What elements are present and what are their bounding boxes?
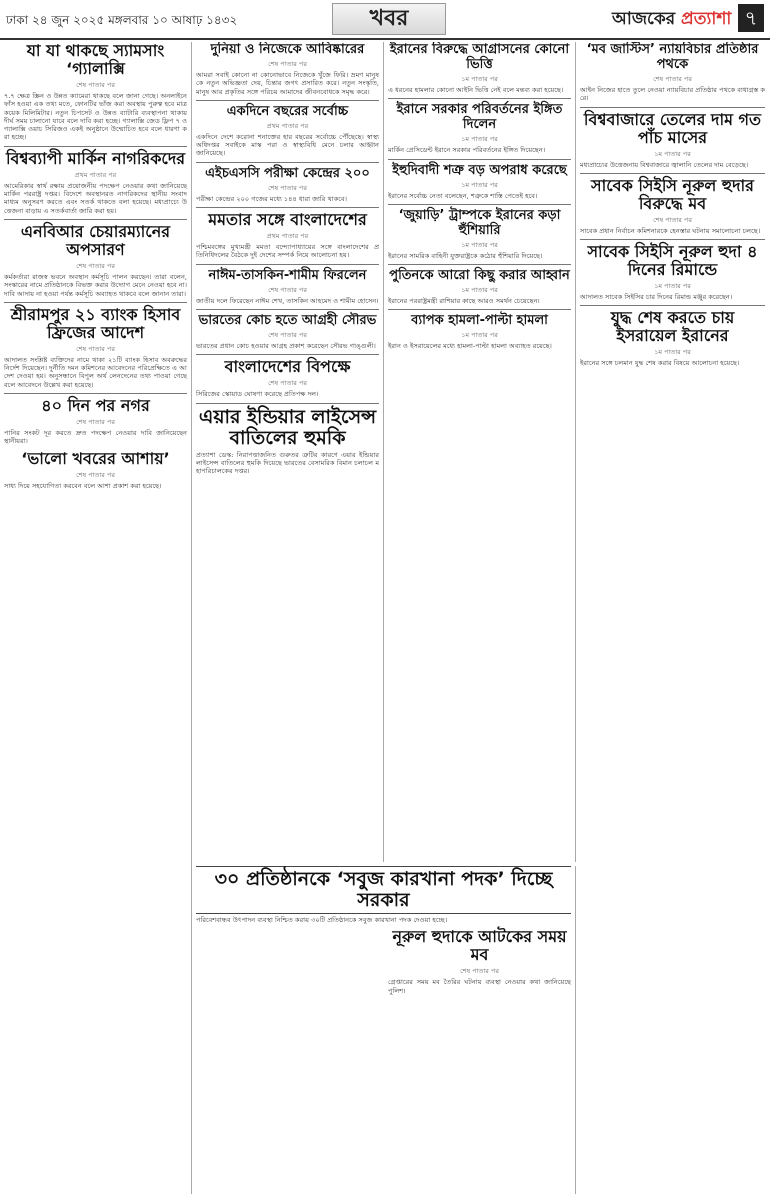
divider [580, 107, 765, 108]
brand-accent: প্রত্যাশা [681, 9, 732, 29]
headline: নূরুল হুদাকে আটকের সময় মব [392, 927, 567, 965]
headline: ব্যাপক হামলা-পাল্টা হামলা [411, 313, 548, 329]
article-body: পানির সংকট দূর করতে দ্রুত পদক্ষেপ নেওয়ার দাবি জানিয়েছেন স্থানীয়রা। [4, 429, 187, 446]
article-body: গ্রেপ্তারের সময় মব তৈরির ঘটনায় ব্যবস্থা নেওয়ার কথা জানিয়েছে পুলিশ। [388, 978, 571, 995]
headline: মমতার সঙ্গে বাংলাদেশের [208, 210, 367, 230]
byline: ১ম পাতার পর [461, 180, 498, 189]
article-body: পরিবেশবান্ধব উৎপাদন ব্যবস্থা নিশ্চিত করায় ৩০টি প্রতিষ্ঠানকে সবুজ কারখানা পদক দেওয়া হচ্ছে। [196, 916, 448, 924]
article [196, 211, 379, 260]
article [580, 42, 765, 103]
divider [196, 162, 379, 163]
article-body: কর্মকর্তারা রাজস্ব ভবনে অবস্থান কর্মসূচি পালন করছেন। তারা বলেন, সংস্কারের নামে প্রতিষ্ঠানকে বিভক্ত করার উদ্যোগ মেনে নেওয়া হবে না। দাবি আদায় না হওয়া পর্যন্ত কর্মসূচি অব্যাহত থাকবে বলে জানান তারা। [4, 272, 187, 298]
column-3 [384, 42, 576, 862]
article-body: সাবেক প্রধান নির্বাচন কমিশনারকে হেনস্তার ঘটনায় সমালোচনা চলছে। [580, 226, 761, 235]
column-2 [192, 42, 384, 862]
article-body: মার্কিন প্রেসিডেন্ট ইরানে সরকার পরিবর্তনের ইঙ্গিত দিয়েছেন। [388, 146, 546, 155]
column-1 [0, 42, 192, 1194]
divider [388, 264, 571, 265]
page-number: ৭ [738, 4, 764, 32]
headline: ইহুদিবাদী শত্রু বড় অপরাধ করেছে [392, 162, 567, 178]
article [196, 166, 379, 203]
headline: বিশ্বব্যাপী মার্কিন নাগরিকদের [5, 148, 186, 168]
headline: এইচএসসি পরীক্ষা কেন্দ্রের ২০০ [205, 165, 370, 181]
byline: প্রথম পাতার পর [74, 170, 117, 179]
article [4, 42, 187, 142]
byline: ১ম পাতার পর [461, 240, 498, 249]
headline: সাবেক সিইসি নূরুল হুদা ৪ দিনের রিমান্ডে [587, 242, 758, 280]
byline: ১ম পাতার পর [654, 149, 691, 158]
article-body: ইরানের পররাষ্ট্রমন্ত্রী রাশিয়ার কাছে আরও সমর্থন চেয়েছেন। [388, 297, 540, 306]
article-body: সিরিজের স্কোয়াড ঘোষণা করেছে প্রতিপক্ষ দল। [196, 390, 319, 399]
article [4, 150, 187, 215]
article-body: ইরানের সঙ্গে চলমান যুদ্ধ শেষ করার বিষয়ে আলোচনা হয়েছে। [580, 359, 740, 368]
headline: বাংলাদেশের বিপক্ষে [224, 357, 351, 377]
article-body: ইরান ও ইসরায়েলের মধ্যে হামলা-পাল্টা হামলা অব্যাহত রয়েছে। [388, 342, 552, 351]
article [580, 309, 765, 367]
column-4 [576, 42, 769, 1194]
article [196, 407, 379, 476]
divider [196, 207, 379, 208]
article-body: প্রত্যাশা ডেস্ক: নিরাপত্তাজনিত গুরুতর ত্রুটির কারণে এয়ার ইন্ডিয়ার লাইসেন্স বাতিলের হুমকি দিয়েছে ভারতের বেসামরিক বিমান চলাচল মহাপরিচালকের দপ্তর। [196, 450, 379, 476]
article [580, 177, 765, 235]
byline: প্রথম পাতার পর [266, 121, 309, 130]
byline: শেষ পাতার পর [653, 215, 692, 224]
brand-main: আজকের [612, 9, 682, 29]
divider [580, 305, 765, 306]
article-body: এ ধরনের হামলার কোনো আইনি ভিত্তি নেই বলে মন্তব্য করা হয়েছে। [388, 86, 564, 94]
newspaper-logo [612, 6, 731, 34]
byline: শেষ পাতার পর [653, 75, 692, 83]
headline: দুনিয়া ও নিজেকে আবিষ্কারের [210, 42, 365, 57]
article [388, 928, 571, 995]
divider [388, 98, 571, 99]
byline: শেষ পাতার পর [76, 344, 115, 353]
article-body: আমরা সবাই কোনো না কোনোভাবে নিজেকে খুঁজে ফিরি। ভ্রমণ মানুষকে নতুন অভিজ্ঞতা দেয়, চিন্তার জগৎ প্রসারিত করে। নতুন সংস্কৃতি, মানুষ আর প্রকৃতির সঙ্গে পরিচয় আমাদের জীবনবোধকে সমৃদ্ধ করে। [196, 71, 379, 96]
divider [388, 204, 571, 205]
date-line: ঢাকা ২৪ জুন ২০২৫ মঙ্গলবার ১০ আষাঢ় ১৪৩২ [6, 13, 238, 27]
byline: ১ম পাতার পর [461, 286, 498, 295]
headline: এনবিআর চেয়ারম্যানের অপসারণ [20, 221, 171, 259]
article [4, 450, 187, 490]
article [388, 313, 571, 350]
headline: যুদ্ধ শেষ করতে চায় ইসরায়েল ইরানের [610, 308, 735, 346]
article-body: সাধ্য দিয়ে সহযোগিতা করবেন বলে আশা প্রকাশ করা হয়েছে। [4, 481, 162, 490]
article [388, 208, 571, 260]
byline: ১ম পাতার পর [461, 135, 498, 144]
headline: ইরানের বিরুদ্ধে আগ্রাসনের কোনো ভিত্তি [389, 42, 570, 72]
divider [4, 219, 187, 220]
article-body: পশ্চিমবঙ্গের মুখ্যমন্ত্রী মমতা বন্দ্যোপাধ্যায়ের সঙ্গে বাংলাদেশের প্রতিনিধিদলের বৈঠকে দুই দেশের সম্পর্ক নিয়ে আলোচনা হয়। [196, 243, 379, 260]
headline: যা যা থাকছে স্যামসাং ‘গ্যালাক্সি [26, 42, 165, 78]
divider [196, 100, 379, 101]
headline: ‘মব জাস্টিস’ ন্যায়বিচার প্রতিষ্ঠার পথকে [586, 42, 759, 72]
divider [4, 146, 187, 147]
headline: একদিনে বছরের সর্বোচ্চ [226, 103, 349, 119]
divider [388, 159, 571, 160]
byline: প্রথম পাতার পর [266, 232, 309, 241]
section-title: খবর [332, 3, 446, 35]
article-body: ভারতের প্রধান কোচ হওয়ার আগ্রহ প্রকাশ করেছেন সৌরভ গাঙ্গুলী। [196, 341, 376, 350]
byline: ১ম পাতার পর [461, 75, 498, 83]
divider [580, 173, 765, 174]
headline: পুতিনকে আরো কিছু করার আহ্বান [389, 268, 570, 284]
article [196, 42, 379, 96]
article [196, 268, 379, 305]
article-body: ইরানের সর্বোচ্চ নেতা বলেছেন, শত্রুকে শাস্তি পেতেই হবে। [388, 191, 538, 200]
headline: ইরানে সরকার পরিবর্তনের ইঙ্গিত দিলেন [396, 102, 563, 133]
byline: শেষ পাতার পর [268, 183, 307, 192]
headline: এয়ার ইন্ডিয়ার লাইসেন্স বাতিলের হুমকি [198, 405, 377, 449]
article-body: আদালত সাবেক সিইসির চার দিনের রিমান্ড মঞ্জুর করেছেন। [580, 293, 733, 302]
divider [196, 354, 379, 355]
byline: শেষ পাতার পর [268, 285, 307, 294]
article-body: আদালত সংশ্লিষ্ট ব্যক্তিদের নামে থাকা ২১টি ব্যাংক হিসাব অবরুদ্ধের নির্দেশ দিয়েছেন। দুর্নীতি দমন কমিশনের আবেদনের পরিপ্রেক্ষিতে এ আদেশ দেওয়া হয়। অনুসন্ধানে বিপুল অর্থ লেনদেনের তথ্য পাওয়া গেছে বলে আবেদনে উল্লেখ করা হয়েছে। [4, 355, 187, 389]
byline: ১ম পাতার পর [654, 348, 691, 357]
headline: নাঈম-তাসকিন-শামীম ফিরলেন [208, 267, 367, 283]
article [388, 42, 571, 94]
byline: শেষ পাতার পর [460, 967, 499, 976]
byline: শেষ পাতার পর [76, 470, 115, 479]
headline: শ্রীরামপুর ২১ ব্যাংক হিসাব ফ্রিজের আদেশ [10, 304, 181, 342]
divider [196, 264, 379, 265]
article [4, 397, 187, 446]
byline: শেষ পাতার পর [268, 60, 307, 68]
article [196, 866, 571, 924]
article-body: আইন নিজের হাতে তুলে নেওয়া ন্যায়বিচার প্রতিষ্ঠার পথকে বাধাগ্রস্ত করে। [580, 86, 765, 103]
article [580, 243, 765, 301]
headline: ৩০ প্রতিষ্ঠানকে ‘সবুজ কারখানা পদক’ দিচ্ছে সরকার [196, 866, 571, 914]
divider [4, 302, 187, 303]
headline: ৪০ দিন পর নগর [41, 396, 150, 416]
article-body: ৭.৭ ক্ষেত্র স্ক্রিন ও উন্নত ক্যামেরা থাকছে বলে জানা গেছে। অনলাইনে ফাঁস হওয়া এক তথ্য মতে, ফোনটির ভাঁজ করা অবস্থায় পুরুত্ব হবে মাত্র কয়েক মিলিমিটার। নতুন চিপসেট ও উন্নত ব্যাটারি ব্যবস্থাপনা থাকায় দীর্ঘ সময় চালানো যাবে বলে দাবি করা হচ্ছে। গ্যালাক্সি জেড ফ্লিপ ৭ ও গ্যালাক্সি ওয়াচ সিরিজও একই অনুষ্ঠানে উন্মোচিত হবে বলে ধারণা করা হচ্ছে। [4, 92, 187, 142]
headline: সাবেক সিইসি নূরুল হুদার বিরুদ্ধে মব [591, 175, 754, 213]
byline: শেষ পাতার পর [268, 330, 307, 339]
article-body: একদিনে দেশে করোনা শনাক্তের হার বছরের সর্বোচ্চে পৌঁছেছে। স্বাস্থ্য অধিদপ্তর সবাইকে মাস্ক পরা ও স্বাস্থ্যবিধি মেনে চলার আহ্বান জানিয়েছে। [196, 132, 379, 158]
article-body: মধ্যপ্রাচ্যের উত্তেজনায় বিশ্ববাজারে জ্বালানি তেলের দাম বেড়েছে। [580, 160, 749, 169]
masthead [0, 0, 770, 40]
article [580, 111, 765, 169]
article-body: জাতীয় দলে ফিরেছেন নাঈম শেখ, তাসকিন আহমেদ ও শামীম হোসেন। [196, 296, 379, 305]
headline: ‘জুয়াড়ি’ ট্রাম্পকে ইরানের কড়া হুঁশিয়ারি [398, 207, 561, 238]
byline: ১ম পাতার পর [654, 282, 691, 291]
article [196, 358, 379, 398]
bottom-block [192, 866, 576, 1194]
headline: ভারতের কোচ হতে আগ্রহী সৌরভ [198, 312, 377, 328]
article [388, 268, 571, 305]
article [388, 163, 571, 200]
article [196, 313, 379, 350]
divider [388, 309, 571, 310]
article-body: পরীক্ষা কেন্দ্রের ২০০ গজের মধ্যে ১৪৪ ধারা জারি থাকবে। [196, 194, 347, 203]
divider [4, 393, 187, 394]
article [4, 306, 187, 389]
article-body: আমেরিকার স্বার্থ রক্ষায় প্রয়োজনীয় পদক্ষেপ নেওয়ার কথা জানিয়েছে মার্কিন পররাষ্ট্র দপ্তর। বিদেশে অবস্থানরত নাগরিকদের স্থানীয় সংবাদমাধ্যম অনুসরণ করতে এবং সতর্ক থাকতে বলা হয়েছে। মধ্যপ্রাচ্যে উত্তেজনা বাড়ায় এ সতর্কবার্তা জারি করা হয়। [4, 181, 187, 215]
article-body: ইরানের সামরিক বাহিনী যুক্তরাষ্ট্রকে কঠোর হুঁশিয়ারি দিয়েছে। [388, 251, 543, 260]
divider [196, 403, 379, 404]
article [388, 102, 571, 154]
article [196, 104, 379, 158]
byline: শেষ পাতার পর [76, 261, 115, 270]
headline: বিশ্ববাজারে তেলের দাম গত পাঁচ মাসের [583, 109, 762, 147]
byline: শেষ পাতার পর [268, 379, 307, 388]
divider [196, 309, 379, 310]
byline: ১ম পাতার পর [461, 331, 498, 340]
divider [580, 239, 765, 240]
byline: শেষ পাতার পর [76, 81, 115, 89]
byline: শেষ পাতার পর [76, 418, 115, 427]
headline: ‘ভালো খবরের আশায়’ [21, 448, 170, 468]
article [4, 223, 187, 298]
